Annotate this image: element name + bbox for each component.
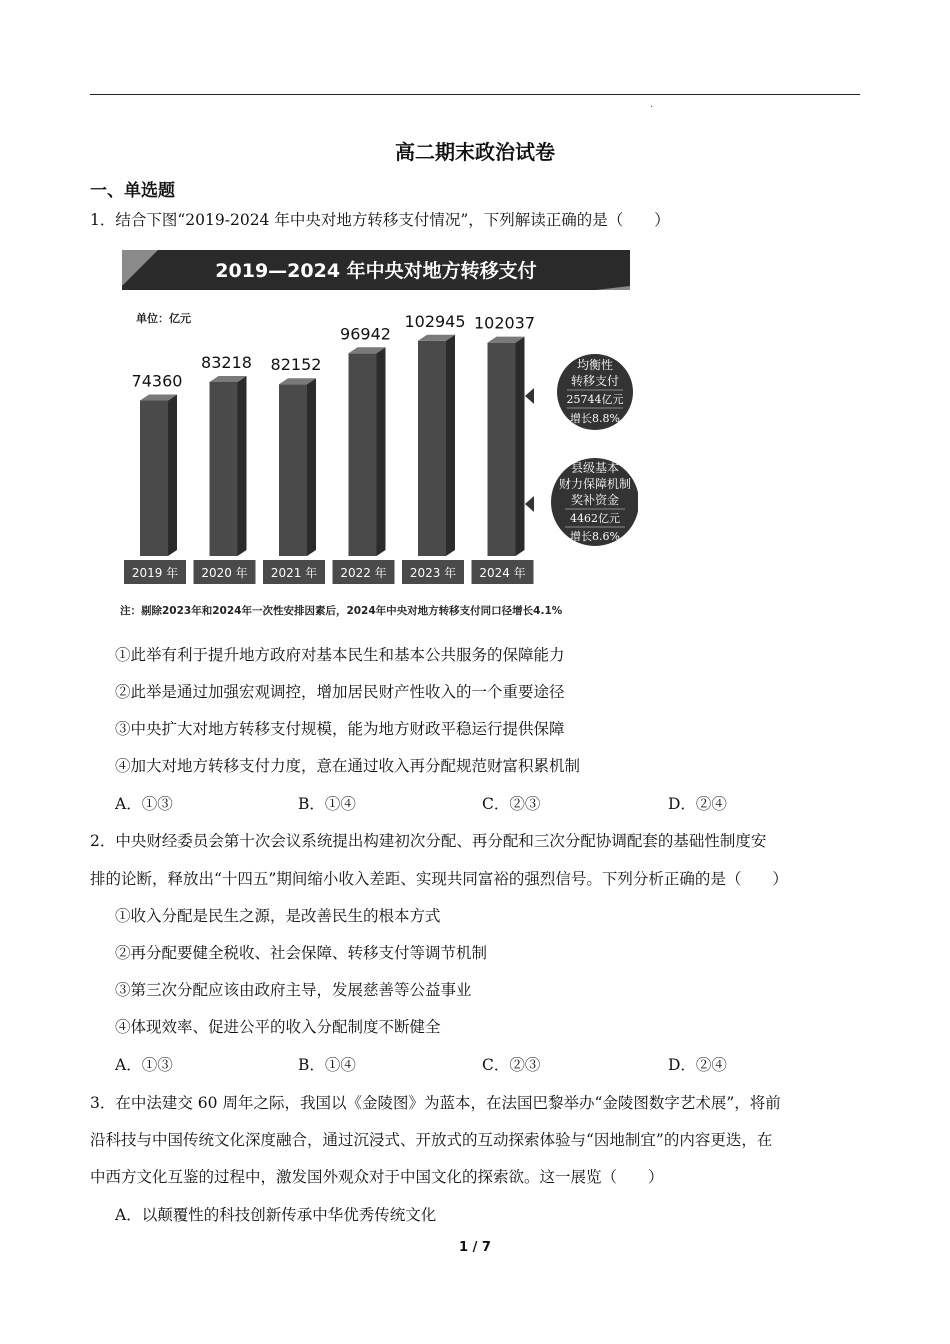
chart-bars xyxy=(132,312,535,556)
q3-stem-line-1: 3．在中法建交 60 周年之际，我国以《金陵图》为蓝本，在法国巴黎举办“金陵图数字艺术展”，将前 xyxy=(90,1094,781,1112)
q1-choice-c[interactable]: C．②③ xyxy=(482,795,541,813)
bar-front-5 xyxy=(488,343,516,556)
bar-front-0 xyxy=(140,401,168,556)
q2-statement-4: ④体现效率、促进公平的收入分配制度不断健全 xyxy=(115,1018,441,1036)
bar-2 xyxy=(279,378,316,556)
category-label-1: 2020 年 xyxy=(201,566,248,580)
category-label-0: 2019 年 xyxy=(131,566,179,580)
category-label-4: 2023 年 xyxy=(409,566,457,580)
q1-choice-d[interactable]: D．②④ xyxy=(668,795,727,813)
callout-county-fund xyxy=(525,458,638,546)
q2-stem-line-1: 2．中央财经委员会第十次会议系统提出构建初次分配、再分配和三次分配协调配套的基础性制度安 xyxy=(90,832,767,850)
q1-choice-a[interactable]: A．①③ xyxy=(115,795,173,813)
bar-value-label-4: 102945 xyxy=(404,311,466,331)
callout-1-line-1: 均衡性 xyxy=(576,358,614,372)
callout-2-line-5: 增长8.6% xyxy=(570,530,620,543)
q1-statement-4: ④加大对地方转移支付力度，意在通过收入再分配规范财富积累机制 xyxy=(115,757,581,775)
bar-0 xyxy=(140,395,177,556)
transfer-payment-chart xyxy=(118,246,638,624)
bar-front-4 xyxy=(418,341,446,556)
q1-statement-3: ③中央扩大对地方转移支付规模，能为地方财政平稳运行提供保障 xyxy=(115,720,565,738)
bar-value-label-5: 102037 xyxy=(473,313,536,333)
q1-choice-b[interactable]: B．①④ xyxy=(298,795,356,813)
q2-choice-a[interactable]: A．①③ xyxy=(115,1056,173,1074)
callout-1-line-3: 25744亿元 xyxy=(566,393,624,406)
section-title: 一、单选题 xyxy=(90,181,175,201)
q2-statement-1: ①收入分配是民生之源，是改善民生的根本方式 xyxy=(115,907,441,925)
callout-2-line-1: 县级基本 xyxy=(570,461,620,475)
bar-side-4 xyxy=(446,335,455,556)
bar-side-3 xyxy=(377,347,386,556)
q2-statement-2: ②再分配要健全税收、社会保障、转移支付等调节机制 xyxy=(115,944,488,962)
q2-choice-b[interactable]: B．①④ xyxy=(298,1056,356,1074)
bar-4 xyxy=(418,335,455,556)
page-title: 高二期末政治试卷 xyxy=(395,140,555,164)
chart-category-labels xyxy=(124,560,534,584)
callout-2-line-4: 4462亿元 xyxy=(570,512,620,525)
bar-5 xyxy=(488,337,525,556)
bar-side-1 xyxy=(238,376,247,556)
page-number: 1 / 7 xyxy=(459,1240,491,1255)
bar-value-label-2: 82152 xyxy=(270,355,322,375)
header-mark: · xyxy=(650,102,654,113)
callout-1-line-2: 转移支付 xyxy=(570,374,620,388)
callout-equalization xyxy=(525,354,633,430)
bar-value-label-1: 83218 xyxy=(201,352,252,372)
chart-title: 2019—2024 年中央对地方转移支付 xyxy=(215,260,537,282)
chart-unit-label: 单位：亿元 xyxy=(136,312,191,325)
header-rule xyxy=(90,94,860,95)
q3-choice-a[interactable]: A．以颠覆性的科技创新传承中华优秀传统文化 xyxy=(115,1206,437,1224)
bar-front-3 xyxy=(349,353,377,556)
category-label-2: 2021 年 xyxy=(270,566,318,580)
bar-3 xyxy=(349,347,386,556)
q3-stem-line-2: 沿科技与中国传统文化深度融合，通过沉浸式、开放式的互动探索体验与“因地制宜”的内容更迭，在 xyxy=(90,1131,773,1149)
q1-stem: 1．结合下图“2019-2024 年中央对地方转移支付情况”，下列解读正确的是（ ） xyxy=(90,211,670,229)
q2-choice-d[interactable]: D．②④ xyxy=(668,1056,727,1074)
q3-stem-line-3: 中西方文化互鉴的过程中，激发国外观众对于中国文化的探索欲。这一展览（ ） xyxy=(90,1168,664,1186)
callout-2-line-3: 奖补资金 xyxy=(570,493,620,507)
bar-side-5 xyxy=(516,337,525,556)
bar-value-label-3: 96942 xyxy=(340,324,391,344)
bar-value-label-0: 74360 xyxy=(131,371,183,391)
bar-side-2 xyxy=(307,378,316,556)
category-label-3: 2022 年 xyxy=(340,566,387,580)
bar-front-1 xyxy=(210,382,238,556)
q2-choice-c[interactable]: C．②③ xyxy=(482,1056,541,1074)
q1-statement-1: ①此举有利于提升地方政府对基本民生和基本公共服务的保障能力 xyxy=(115,646,565,664)
q1-statement-2: ②此举是通过加强宏观调控，增加居民财产性收入的一个重要途径 xyxy=(115,683,565,701)
chart-note: 注：剔除2023年和2024年一次性安排因素后，2024年中央对地方转移支付同口径增长4.1% xyxy=(120,605,563,617)
callout-2-line-2: 财力保障机制 xyxy=(558,477,632,491)
bar-1 xyxy=(210,376,247,556)
bar-front-2 xyxy=(279,384,307,556)
bar-side-0 xyxy=(168,395,177,556)
category-label-5: 2024 年 xyxy=(479,566,526,580)
callout-1-line-4: 增长8.8% xyxy=(570,412,620,425)
q2-statement-3: ③第三次分配应该由政府主导，发展慈善等公益事业 xyxy=(115,981,472,999)
q2-stem-line-2: 排的论断，释放出“十四五”期间缩小收入差距、实现共同富裕的强烈信号。下列分析正确的是（ ） xyxy=(90,870,788,888)
